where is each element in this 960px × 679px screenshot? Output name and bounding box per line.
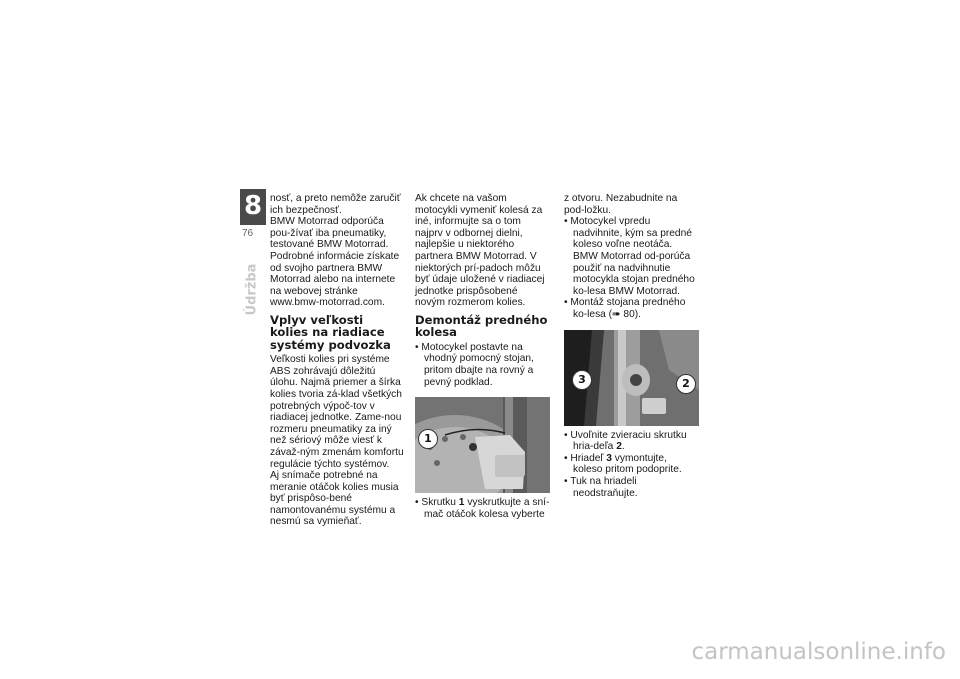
paragraph: Veľkosti kolies pri systéme ABS zohrávajú dôležitú úlohu. Najmä priemer a šírka kolies tvoria zá-klad všetkých potrebných výpoč-tov v riadiacej jednotke. Zame-nou rozmeru pneumatiky za iný než sériový môže viesť k závaž-ným zmenám komfortu regulácie týchto systémov. bbox=[270, 354, 404, 470]
column-3 bbox=[564, 193, 699, 499]
paragraph: Podrobné informácie získate od svojho partnera BMW Motorrad alebo na internete na webovej stránke www.bmw-motorrad.com. bbox=[270, 250, 400, 309]
paragraph: nosť, a preto nemôže zaručiť ich bezpečnosť. bbox=[270, 193, 401, 216]
side-label-text: Údržba bbox=[244, 263, 260, 316]
callout-1: 1 bbox=[418, 429, 438, 449]
list-item: • Montáž stojana predného ko-lesa (➠ 80). bbox=[564, 297, 686, 320]
list-item: • Motocykel postavte na vhodný pomocný stojan, pritom dbajte na rovný a pevný podklad. bbox=[415, 341, 534, 388]
paragraph: Aj snímače potrebné na meranie otáčok kolies musia byť prispôso-bené namontovanému systému a nesmú sa vymieňať. bbox=[270, 470, 399, 528]
list-item: • Motocykel vpredu nadvihnite, kým sa predné koleso voľne neotáča. BMW Motorrad od-porúča použiť na nadvihnutie motocykla stojan predného ko-lesa BMW Motorrad. bbox=[564, 216, 695, 297]
callout-3: 3 bbox=[572, 370, 592, 390]
front-axle-photo bbox=[564, 330, 699, 426]
column-2 bbox=[415, 193, 550, 520]
chapter-tab bbox=[240, 189, 266, 225]
section-heading: Vplyv veľkosti kolies na riadiace systémy podvozka bbox=[270, 312, 391, 352]
list-item: • Tuk na hriadeli neodstraňujte. bbox=[564, 475, 638, 499]
side-label bbox=[236, 264, 266, 320]
brake-caliper-photo bbox=[415, 397, 550, 493]
paragraph: BMW Motorrad odporúča pou-žívať iba pneumatiky, testované BMW Motorrad. bbox=[270, 216, 389, 251]
page-number: 76 bbox=[242, 228, 254, 239]
watermark: carmanualsonline.info bbox=[691, 639, 946, 665]
paragraph: z otvoru. Nezabudnite na pod-ložku. bbox=[564, 193, 678, 216]
callout-2: 2 bbox=[676, 374, 696, 394]
list-item: • Skrutku 1 vyskrutkujte a sní-mač otáčok kolesa vyberte bbox=[415, 497, 550, 520]
chapter-number: 8 bbox=[243, 191, 263, 221]
column-1 bbox=[270, 193, 405, 528]
list-item: • Uvoľnite zvieraciu skrutku hria-deľa 2. bbox=[564, 429, 687, 453]
section-heading: Demontáž predného kolesa bbox=[415, 312, 548, 340]
list-item: • Hriadeľ 3 vymontujte, koleso pritom podoprite. bbox=[564, 452, 682, 476]
paragraph: Ak chcete na vašom motocykli vymeniť kolesá za iné, informujte sa o tom najprv v odbornej dielni, najlepšie u niektorého partnera BMW Motorrad. V niektorých prí-padoch môžu byť údaje uložené v riadiacej jednotke prispôsobené novým rozmerom kolies. bbox=[415, 193, 545, 309]
